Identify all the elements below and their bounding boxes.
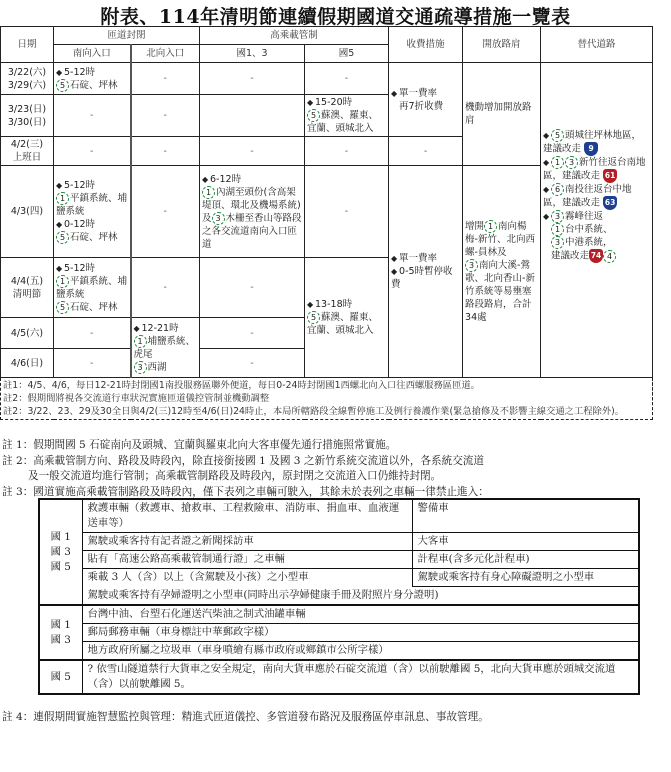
table-row: [39, 660, 639, 694]
ramp-north-cell: -: [131, 63, 200, 95]
hov-n1n3-cell: -: [200, 137, 305, 166]
diamond-bullet-icon: ◆: [202, 174, 209, 184]
road-label: 國 3: [50, 633, 71, 646]
toll-text: 單一費率: [399, 253, 438, 264]
toll-text: 單一費率: [399, 87, 438, 99]
table-note: 註2：假期間將視各交流道行車狀況實施匝道儀控管制並機動調整: [3, 393, 270, 404]
time-text: 13-18時: [315, 299, 353, 310]
time-text: 12-21時: [141, 322, 179, 334]
hov-n5-cell: -: [305, 63, 389, 95]
toll-text: 0-5時暫停收費: [391, 266, 453, 290]
ramp-south-cell: [54, 63, 131, 95]
vehicle-cell: 救護車輛（救護車、搶救車、工程救險車、消防車、捐血車、血液運送車等）: [82, 499, 412, 533]
freeway-badge-icon: 3: [212, 212, 225, 225]
hov-text: 蘇澳、羅東、宜蘭、頭城北入: [307, 110, 379, 134]
note-text: 假期間國 5 石碇南向及頭城、宜蘭與羅東北向大客車優先通行措施照常實施。: [33, 439, 397, 451]
shoulder-text: 增開: [465, 220, 485, 232]
hov-n1n3-cell: -: [200, 258, 305, 318]
freeway-badge-icon: 1: [551, 156, 564, 169]
table-note: 註1：4/5、4/6，每日12-21時封閉國1南投服務區聯外便道，每日0-24時封閉國1西螺北向入口往西螺服務區匝道。: [3, 380, 480, 391]
date-text: 上班日: [12, 152, 42, 163]
freeway-badge-icon: 3: [465, 259, 478, 272]
alt-route-text: 建議改走: [551, 250, 590, 262]
table-row: [39, 533, 639, 551]
vehicle-cell: ? 依雪山隧道禁行大貨車之安全規定，南向大貨車應於石碇交流道（含）以前駛離國 5，北向大貨車應於頭城交流道（含）以前駛離國 5。: [82, 660, 639, 694]
alt-route-item: [543, 129, 650, 156]
ramp-north-cell: -: [131, 258, 200, 318]
ramp-text: 石碇、坪林: [70, 301, 118, 313]
diamond-bullet-icon: ◆: [391, 267, 398, 276]
date-text: 3/23(日): [7, 103, 47, 115]
shoulder-cell: [463, 166, 541, 378]
freeway-badge-icon: 5: [307, 109, 320, 122]
note-text: 國道實施高乘載管制路段及時段內，僅下表列之車輛可駛入，其餘未於表列之車輛一律禁止進入：: [33, 485, 489, 498]
vehicle-cell: 貼有「高速公路高乘載管制通行證」之車輛: [82, 551, 412, 569]
note-label: 註 4：: [2, 711, 34, 723]
page-title: 附表、114年清明節連續假期國道交通疏導措施一覽表: [100, 6, 571, 28]
hov-n1n3-cell: [200, 166, 305, 258]
freeway-badge-icon: 5: [56, 79, 69, 92]
date-cell: [1, 63, 54, 95]
header-ramp-north: 北向入口: [131, 45, 200, 63]
vehicle-cell: 乘載 3 人（含）以上（含駕駛及小孩）之小型車: [82, 569, 412, 587]
road-label: 國 3: [50, 545, 71, 558]
diamond-bullet-icon: ◆: [543, 185, 550, 194]
road-label: 國 1: [50, 530, 71, 543]
alt-route-text: 霧峰往返: [565, 211, 604, 222]
note-text: 及一般交流道均進行管制；高乘載管制路段及時段內，原封閉之交流道入口仍維持封閉。: [28, 470, 442, 482]
ramp-south-cell: [54, 166, 131, 258]
note-2: [0, 454, 671, 470]
header-date: 日期: [1, 27, 54, 63]
table-row: [39, 587, 639, 606]
diamond-bullet-icon: ◆: [307, 300, 314, 309]
road-cell: [39, 605, 82, 660]
header-ramp-south: 南向入口: [54, 45, 131, 63]
freeway-badge-icon: 5: [551, 129, 564, 142]
hov-n5-cell: [305, 95, 389, 137]
freeway-badge-icon: 5: [307, 311, 320, 324]
ramp-north-cell: [131, 318, 200, 378]
time-text: 15-20時: [315, 97, 353, 108]
date-cell: 4/5(六): [1, 318, 54, 349]
note-label: 註 2：: [2, 454, 34, 467]
time-text: 5-12時: [64, 262, 96, 274]
time-text: 0-12時: [64, 219, 96, 230]
freeway-badge-icon: 5: [56, 301, 69, 314]
table-note: 註2：3/22、23、29及30全日與4/2(三)12時至4/6(日)24時止，本局所轄路段全線暫停施工及例行養護作業(緊急搶修及不影響主線交通之工程除外)。: [3, 406, 625, 417]
freeway-badge-icon: 3: [134, 361, 147, 374]
ramp-text: 石碇、坪林: [70, 232, 118, 243]
shoulder-cell: 機動增加開放路肩: [463, 63, 541, 166]
freeway-badge-icon: 6: [551, 183, 564, 196]
note-text: 連假期間實施智慧監控與管理：精進式匝道儀控、多管道發布路況及服務區停車訊息、事故管理。: [33, 711, 489, 723]
table-row: [39, 569, 639, 587]
diamond-bullet-icon: ◆: [543, 158, 550, 167]
date-cell: [1, 258, 54, 318]
freeway-badge-icon: 3: [565, 156, 578, 169]
header-toll: 收費措施: [389, 27, 463, 63]
date-cell: 4/3(四): [1, 166, 54, 258]
time-text: 6-12時: [210, 173, 242, 185]
alt-route-cell: [541, 63, 653, 378]
table-row: [1, 63, 653, 95]
freeway-badge-icon: 1: [551, 223, 564, 236]
table-row: [39, 624, 639, 642]
vehicle-cell: 郵局郵務車輛（車身標註中華郵政字樣）: [82, 624, 639, 642]
provincial-highway-shield-icon: 61: [603, 169, 617, 183]
shoulder-text: 南向大溪-鶯歌、北向香山-新竹系統等易壅塞路段路肩，合計34處: [465, 259, 535, 323]
ramp-south-cell: -: [54, 137, 131, 166]
date-text: 清明節: [12, 288, 42, 300]
table-notes-cell: [1, 378, 653, 420]
diamond-bullet-icon: ◆: [543, 131, 550, 140]
vehicle-permission-table: [38, 498, 640, 695]
vehicle-cell: 駕駛或乘客持有記者證之新聞採訪車: [82, 533, 412, 551]
freeway-badge-icon: 5: [56, 231, 69, 244]
ramp-text: 平鎮系統、埔鹽系統: [56, 275, 128, 300]
road-label: 國 5: [50, 560, 71, 573]
note-1: [0, 438, 671, 454]
freeway-badge-icon: 1: [56, 275, 69, 288]
provincial-highway-shield-icon: 63: [603, 196, 617, 210]
date-text: 4/2(三): [10, 139, 44, 150]
hov-n1n3-cell: -: [200, 349, 305, 378]
road-label: 國 1: [50, 618, 71, 631]
vehicle-cell: 駕駛或乘客持有身心障礙證明之小型車: [412, 569, 639, 587]
header-alt-route: 替代道路: [541, 27, 653, 63]
hov-n1n3-cell: -: [200, 63, 305, 95]
hov-text: 蘇澳、羅東、宜蘭、頭城北入: [307, 312, 379, 336]
date-cell: [1, 95, 54, 137]
ramp-north-cell: -: [131, 137, 200, 166]
alt-route-item: [543, 183, 650, 210]
measures-table: [0, 26, 653, 420]
diamond-bullet-icon: ◆: [391, 254, 398, 263]
freeway-badge-icon: 1: [134, 335, 147, 348]
vehicle-cell: 駕駛或乘客持有孕婦證明之小型車(同時出示孕婦健康手冊及附照片身分證明): [82, 587, 639, 606]
measures-table-wrap: [0, 26, 653, 420]
freeway-badge-icon: 3: [551, 210, 564, 223]
note-text: 高乘載管制方向、路段及時段內，除直接銜接國 1 及國 3 之新竹系統交流道以外，各系統交流道: [33, 454, 484, 467]
time-text: 5-12時: [64, 180, 96, 191]
diamond-bullet-icon: ◆: [56, 220, 63, 229]
diamond-bullet-icon: ◆: [391, 88, 398, 98]
hov-n5-cell: -: [305, 166, 389, 258]
road-cell: 國 5: [39, 660, 82, 694]
freeway-badge-icon: 1: [56, 192, 69, 205]
table-row: [39, 605, 639, 624]
header-hov-n5: 國5: [305, 45, 389, 63]
freeway-badge-icon: 3: [551, 236, 564, 249]
ramp-south-cell: -: [54, 318, 131, 349]
ramp-south-cell: -: [54, 95, 131, 137]
table-row: [39, 499, 639, 533]
alt-route-item: [543, 156, 650, 183]
road-cell: [39, 499, 82, 605]
time-text: 5-12時: [64, 66, 96, 78]
alt-route-text: 南投往返台中地區，建議改走: [543, 184, 632, 209]
ramp-north-cell: -: [131, 166, 200, 258]
toll-cell: [389, 166, 463, 378]
diamond-bullet-icon: ◆: [133, 323, 140, 333]
note-4: [2, 706, 662, 728]
table-row: [39, 642, 639, 661]
hov-text: 內湖至頭份(含高架堤頂、環北及機場系統)及: [202, 186, 301, 224]
toll-cell: -: [389, 137, 463, 166]
shoulder-text: 南向楊梅-新竹、北向西螺-員林及: [465, 220, 535, 258]
header-shoulder: 開放路肩: [463, 27, 541, 63]
toll-text: 再7折收費: [399, 100, 444, 112]
hov-n5-cell: -: [305, 137, 389, 166]
hov-text: 木柵至香山等路段之各交流道南向入口匝道: [202, 212, 302, 250]
freeway-badge-icon: 1: [202, 186, 215, 199]
hov-n1n3-cell: [200, 95, 305, 137]
ramp-text: 石碇、坪林: [70, 79, 118, 91]
hov-n5-cell: [305, 258, 389, 378]
vehicle-cell: 地方政府所屬之垃圾車（車身噴繪有縣市政府或鄉鎮市公所字樣）: [82, 642, 639, 661]
table-row: [39, 551, 639, 569]
ramp-south-cell: -: [54, 349, 131, 378]
alt-route-item: [543, 210, 650, 263]
alt-route-text: 中港系統，: [565, 237, 613, 248]
vehicle-cell: 大客車: [412, 533, 639, 551]
toll-cell: [389, 63, 463, 137]
date-cell: [1, 137, 54, 166]
lower-notes: [0, 438, 671, 500]
ramp-north-cell: -: [131, 95, 200, 137]
hov-n1n3-cell: -: [200, 318, 305, 349]
provincial-highway-shield-icon: 74: [589, 249, 603, 263]
header-hov-n1n3: 國1、3: [200, 45, 305, 63]
date-text: 4/4(五): [10, 275, 44, 287]
diamond-bullet-icon: ◆: [543, 212, 550, 221]
alt-route-text: 台中系統、: [565, 224, 613, 235]
vehicle-cell: 警備車: [412, 499, 639, 533]
table-notes: [1, 378, 653, 420]
ramp-text: 西湖: [147, 361, 167, 373]
header-ramp-closure: 匝道封閉: [54, 27, 200, 45]
freeway-badge-icon: 1: [484, 220, 497, 233]
diamond-bullet-icon: ◆: [56, 67, 63, 77]
provincial-highway-shield-icon: 9: [584, 142, 598, 156]
diamond-bullet-icon: ◆: [56, 181, 63, 190]
ramp-south-cell: [54, 258, 131, 318]
alt-route-text: 新竹往返台南地區，建議改走: [543, 157, 646, 182]
ramp-text: 埔鹽系統、虎尾: [133, 335, 196, 360]
ramp-text: 平鎮系統、埔鹽系統: [56, 193, 128, 217]
date-text: 3/29(六): [7, 79, 47, 91]
freeway-badge-icon: 4: [603, 250, 616, 263]
note-label: 註 3：: [2, 485, 34, 498]
note-label: 註 1：: [2, 439, 34, 451]
diamond-bullet-icon: ◆: [307, 98, 314, 107]
diamond-bullet-icon: ◆: [56, 263, 63, 273]
vehicle-cell: 計程車(含多元化計程車): [412, 551, 639, 569]
alt-route-text: 頭城往坪林地區，建議改走: [543, 130, 642, 155]
header-hov: 高乘載管制: [200, 27, 389, 45]
date-text: 3/30(日): [7, 116, 47, 128]
date-cell: 4/6(日): [1, 349, 54, 378]
vehicle-cell: 台灣中油、台塑石化運送汽柴油之制式油罐車輛: [82, 605, 639, 624]
date-text: 3/22(六): [7, 66, 47, 78]
